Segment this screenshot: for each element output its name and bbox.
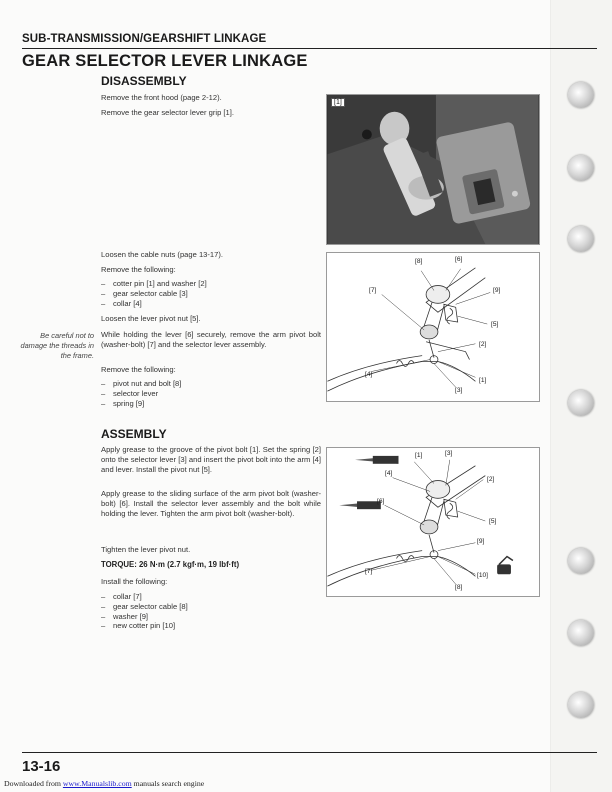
callout-7: [7] xyxy=(369,287,377,294)
callout-1: [1] xyxy=(479,377,487,384)
binder-hole xyxy=(568,390,594,416)
step-loosen-cable: Loosen the cable nuts (page 13-17). xyxy=(101,250,224,259)
caution-note: Be careful not to damage the threads in the frame. xyxy=(20,331,94,360)
callout-9: [9] xyxy=(493,287,501,294)
remove-following-label: Remove the following: xyxy=(101,265,176,274)
list-item: – spring [9] xyxy=(101,399,181,409)
callout-9: [9] xyxy=(477,538,485,545)
callout-10: [10] xyxy=(477,572,488,579)
lever-grip-photo xyxy=(326,94,540,245)
binder-hole xyxy=(568,692,594,718)
callout-6: [6] xyxy=(377,498,385,505)
list-item: – selector lever xyxy=(101,389,181,399)
remove-list-2 xyxy=(101,379,181,408)
download-note xyxy=(4,779,204,788)
list-item: – washer [9] xyxy=(101,612,188,622)
header-divider xyxy=(22,48,597,49)
step-tighten-nut: Tighten the lever pivot nut. xyxy=(101,545,191,554)
step-holding-lever: While holding the lever [6] securely, remove the arm pivot bolt (washer-bolt) [7] and the selector lever assembly. xyxy=(101,330,321,349)
linkage-drawing xyxy=(327,448,539,596)
photo-illustration xyxy=(327,95,539,244)
callout-3: [3] xyxy=(445,450,453,457)
step-remove-grip: Remove the gear selector lever grip [1]. xyxy=(101,108,234,117)
assembly-para-1: Apply grease to the groove of the pivot bolt [1]. Set the spring [2] onto the selector lever [3] and insert the pivot bolt into the arm [4] and lever. Install the pivot nut [5]. xyxy=(101,445,321,474)
install-following-label: Install the following: xyxy=(101,577,168,586)
callout-8: [8] xyxy=(455,584,463,591)
list-item: – collar [4] xyxy=(101,299,207,309)
callout-3: [3] xyxy=(455,387,463,394)
manualslib-link[interactable]: www.Manualslib.com xyxy=(62,779,132,788)
callout-4: [4] xyxy=(365,371,373,378)
callout-1: [1] xyxy=(415,452,423,459)
callout-6: [6] xyxy=(455,256,463,263)
list-item: – pivot nut and bolt [8] xyxy=(101,379,181,389)
callout-5: [5] xyxy=(489,518,497,525)
binder-hole xyxy=(568,155,594,181)
footer-divider xyxy=(22,752,597,753)
callout-2: [2] xyxy=(479,341,487,348)
binder-hole xyxy=(568,82,594,108)
callout-4: [4] xyxy=(385,470,393,477)
torque-spec: TORQUE: 26 N·m (2.7 kgf·m, 19 lbf·ft) xyxy=(101,560,240,569)
assembly-heading: ASSEMBLY xyxy=(101,427,167,441)
photo-callout-1: [1] xyxy=(331,98,345,107)
install-list xyxy=(101,592,188,631)
assembly-para-2: Apply grease to the sliding surface of the arm pivot bolt (washer-bolt) [6]. Install the selector lever assembly and the bolt while holding the lever. Tighten the arm pivot bolt (washer-bolt). xyxy=(101,489,321,518)
step-remove-hood: Remove the front hood (page 2-12). xyxy=(101,93,222,102)
list-item: – cotter pin [1] and washer [2] xyxy=(101,279,207,289)
list-item: – gear selector cable [8] xyxy=(101,602,188,612)
remove-list-1 xyxy=(101,279,207,308)
list-item: – collar [7] xyxy=(101,592,188,602)
binder-hole xyxy=(568,548,594,574)
download-suffix: manuals search engine xyxy=(133,779,205,788)
callout-8: [8] xyxy=(415,258,423,265)
page-number: 13-16 xyxy=(22,758,61,775)
download-prefix: Downloaded from xyxy=(4,779,61,788)
binder-hole xyxy=(568,226,594,252)
callout-7: [7] xyxy=(365,568,373,575)
list-item: – new cotter pin [10] xyxy=(101,621,188,631)
linkage-drawing xyxy=(327,253,539,401)
cotter-pin-icon xyxy=(497,557,513,575)
callout-5: [5] xyxy=(491,321,499,328)
callout-2: [2] xyxy=(487,476,495,483)
assembly-diagram xyxy=(326,447,540,597)
page-title: GEAR SELECTOR LEVER LINKAGE xyxy=(22,52,308,70)
disassembly-heading: DISASSEMBLY xyxy=(101,74,187,88)
disassembly-diagram xyxy=(326,252,540,402)
section-label: SUB-TRANSMISSION/GEARSHIFT LINKAGE xyxy=(22,33,267,45)
binder-hole xyxy=(568,620,594,646)
step-loosen-pivot: Loosen the lever pivot nut [5]. xyxy=(101,314,201,323)
grease-icon xyxy=(339,456,398,509)
remove-following-label-2: Remove the following: xyxy=(101,365,176,374)
list-item: – gear selector cable [3] xyxy=(101,289,207,299)
